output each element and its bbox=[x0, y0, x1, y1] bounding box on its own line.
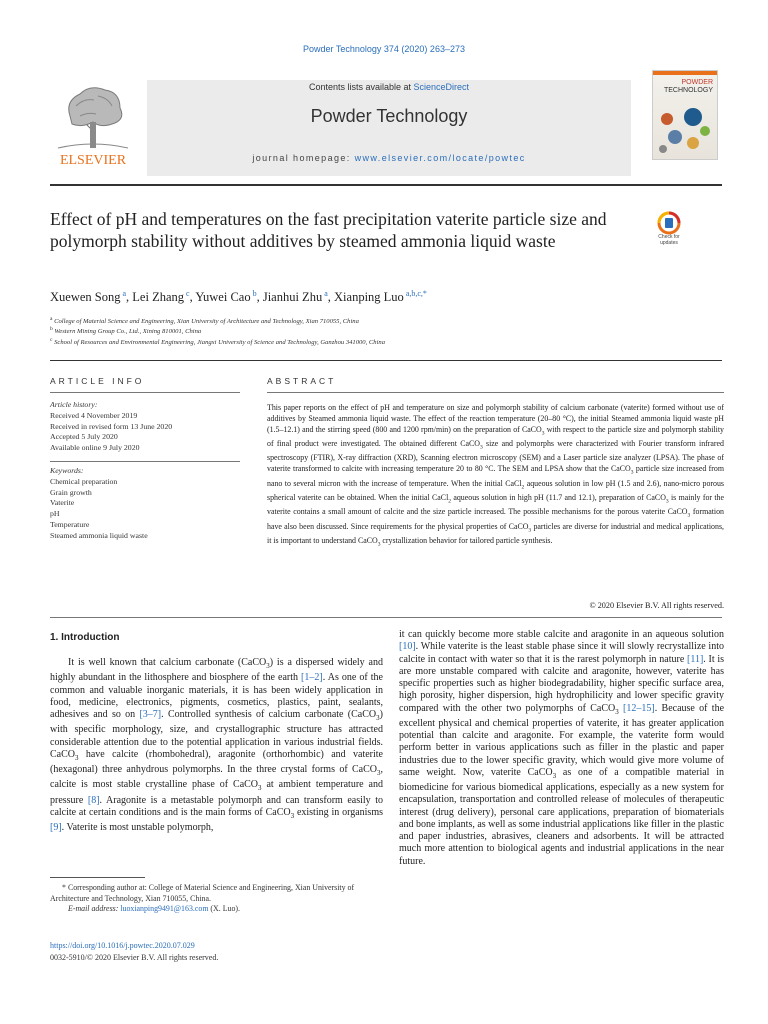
check-updates-icon bbox=[651, 211, 687, 235]
footnote-rule bbox=[50, 877, 145, 878]
keywords: Keywords: Chemical preparation Grain growth Vaterite pH Temperature Steamed ammonia liquid waste bbox=[50, 466, 240, 542]
keyword-item: Vaterite bbox=[50, 498, 75, 508]
citation-link[interactable]: [12–15] bbox=[623, 702, 655, 714]
subscript: 3 bbox=[376, 714, 380, 722]
subscript: 3 bbox=[290, 811, 295, 820]
text-run: , calcite is most stable crystalline phase of CaCO bbox=[50, 764, 383, 791]
subscript: 3 bbox=[528, 527, 532, 534]
subscript: 3 bbox=[541, 430, 545, 437]
citation-link[interactable]: [10] bbox=[399, 641, 416, 653]
affiliation-a: $^a$ College of Material Science and Engineering, Xian University of Architecture and Technology, Xian 710055, China bbox=[50, 316, 359, 326]
article-info-rule bbox=[50, 392, 240, 393]
subscript: 3 bbox=[479, 444, 483, 451]
text-run: ) is a dispersed widely and highly abundant in the lithosphere and biosphere of the earth bbox=[50, 657, 383, 684]
intro-right-column bbox=[399, 629, 724, 868]
subscript: 3 bbox=[377, 541, 381, 548]
keyword-item: Chemical preparation bbox=[50, 476, 118, 486]
keyword-item: Grain growth bbox=[50, 487, 92, 497]
author-name[interactable]: Jianhui Zhu bbox=[262, 290, 323, 305]
text-run: aqueous solution in low pH (1.5 and 2.6), nano-micro porous spherical vaterite can be obtained. When the initial CaCl bbox=[267, 478, 724, 502]
text-run: ) with specific morphology, size, and crystallographic structure has attracted considerable attention due to the potential application in various industrial fields. CaCO bbox=[50, 709, 383, 760]
history-item: Accepted 5 July 2020 bbox=[50, 432, 118, 442]
text-run: have calcite (rhombohedral), aragonite (orthorhombic) and vaterite (hexagonal) three anhydrous polymorphs. In the three crystal forms of CaCO bbox=[50, 748, 383, 775]
article-info-heading: ARTICLE INFO bbox=[50, 376, 145, 386]
text-run: It is well known that calcium carbonate (CaCO bbox=[68, 657, 267, 668]
article-history: Article history: Received 4 November 2019 Received in revised form 13 June 2020 Accepted 5 July 2020 Available online 9 July 2020 bbox=[50, 400, 240, 454]
author-affiliation-marker[interactable]: a bbox=[120, 289, 127, 298]
subscript: 3 bbox=[552, 771, 557, 780]
citation-link[interactable]: [11] bbox=[686, 653, 704, 665]
history-rule bbox=[50, 461, 240, 462]
text-run: with respect to the particle size and polymorph stability of final product were investigated. The obtained different CaCO bbox=[267, 424, 724, 448]
elsevier-tree-icon bbox=[50, 76, 136, 168]
subscript: 3 bbox=[258, 784, 262, 793]
journal-reference[interactable]: Powder Technology 374 (2020) 263–273 bbox=[303, 44, 465, 54]
author-name[interactable]: Xuewen Song bbox=[50, 290, 121, 305]
subscript: 3 bbox=[266, 662, 270, 670]
subscript: 2 bbox=[521, 484, 525, 491]
author-name[interactable]: Yuwei Cao bbox=[195, 290, 251, 305]
cover-art-icon bbox=[653, 71, 717, 159]
subscript: 3 bbox=[615, 707, 619, 716]
author-affiliation-marker[interactable]: c bbox=[184, 289, 190, 298]
keyword-item: pH bbox=[50, 509, 60, 519]
author-name[interactable]: Xianping Luo bbox=[334, 290, 404, 305]
citation-link[interactable]: [1–2] bbox=[301, 672, 323, 684]
email-link[interactable]: luoxianping9491@163.com bbox=[120, 904, 209, 914]
affiliation-c: $^c$ School of Resources and Environmental Engineering, Jiangxi University of Science and Technology, Ganzhou 341000, China bbox=[50, 337, 386, 347]
text-run: crystallization behavior for tailored particle synthesis. bbox=[380, 536, 553, 546]
affiliation-b: $^b$ Western Mining Group Co., Ltd., Xining 810001, China bbox=[50, 326, 202, 336]
text-run: . As one of the common and valuable inorganic materials, it is has been widely application in food, medicine, electronics, pigments, cosmetics, plastics, paint, sealants, adhesives and so on bbox=[50, 672, 383, 720]
text-run: is mainly for the vaterite contains a small amount of calcite and the size particle increased. The possible mechanisms for the porous vaterite CaCO bbox=[267, 492, 724, 517]
journal-title: Powder Technology bbox=[310, 106, 468, 126]
author-affiliation-marker[interactable]: a,b,c,* bbox=[403, 289, 427, 298]
subscript: 2 bbox=[448, 498, 452, 505]
article-title: Effect of pH and temperatures on the fast precipitation vaterite particle size and polymorph stability without additives by steamed ammonia liquid waste bbox=[50, 209, 607, 251]
text-run: size and polymorphs were characterized with Fourier transform infrared spectroscopy (FTIR), X-ray diffraction (XRD), Scanning electron microscopy (SEM) and a Laser particle size analyzer (LPSA). The phase of vaterite transformed to calcite with increasing temperature 20 to 80 °C. The SEM and LPSA show that the CaCO bbox=[267, 438, 724, 474]
abstract-text bbox=[267, 403, 724, 550]
keyword-item: Temperature bbox=[50, 519, 90, 529]
text-run: particles are diverse for industrial and medical applications, it is important to understand CaCO bbox=[267, 521, 724, 546]
text-run: formation have also been discussed. Since requirements for the physical properties of CaCO bbox=[267, 507, 724, 531]
text-run: This paper reports on the effect of pH and temperature on size and polymorph stability of calcium carbonate (vaterite) formed without use of additives by Steamed ammonia liquid waste. The effect of the reaction temperature (20–80 °C), the initial Steamed ammonia liquid waste pH (1.5–12.1) and the stirring speed (800 and 1200 rpm/min) on the preparation of CaCO bbox=[267, 403, 724, 434]
abstract-rule bbox=[267, 392, 724, 393]
doi-link[interactable]: https://doi.org/10.1016/j.powtec.2020.07.029 bbox=[50, 941, 195, 950]
subscript: 3 bbox=[75, 753, 79, 762]
citation-link[interactable]: [9] bbox=[50, 822, 62, 833]
abstract-end-rule bbox=[50, 617, 722, 618]
author-affiliation-marker[interactable]: b bbox=[250, 289, 257, 298]
check-for-updates-badge[interactable]: Check for updates bbox=[651, 211, 687, 247]
history-item: Received 4 November 2019 bbox=[50, 410, 138, 420]
author-name[interactable]: Lei Zhang bbox=[132, 290, 185, 305]
subscript: 3 bbox=[687, 512, 691, 519]
sciencedirect-link[interactable]: ScienceDirect bbox=[413, 82, 470, 92]
text-run: particle size increased from nano to several micron with the increase of temperature. When the initial CaCl bbox=[267, 464, 724, 488]
abstract-heading: ABSTRACT bbox=[267, 376, 337, 386]
contents-line: Contents lists available at ScienceDirect bbox=[308, 82, 470, 92]
text-run: aqueous solution in high pH (11.7 and 12.1), preparation of CaCO bbox=[451, 492, 666, 502]
abstract-copyright: © 2020 Elsevier B.V. All rights reserved. bbox=[589, 601, 724, 610]
cover-title: POWDER TECHNOLOGY bbox=[663, 79, 713, 94]
text-run: . Aragonite is a metastable polymorph and can transform easily to calcite at certain conditions and is the main forms of CaCO bbox=[50, 794, 383, 818]
text-run: at ambient temperature and pressure bbox=[50, 779, 383, 806]
text-run: as one of a compatible material in biomedicine for various biomedical applications, especially as a new system for encapsulation, transportation and controlled release of molecules of therapeutic interest (drug delivery), personal care applications, preparation of biomaterials and bone implants, as well as some industrial applications like filler in the plastic and paper industries, abrasives, cleaners and adsorbents. It will be attracted much more attention to biological agents and industrial applications in the near future. bbox=[399, 766, 724, 867]
text-run: it can quickly become more stable calcite and aragonite in an aqueous solution bbox=[399, 629, 724, 640]
text-run: . Because of the excellent physical and chemical properties of vaterite, it has greater application potential than calcite and aragonite. For example, the vaterite form would perform better in various applications such as filler in the plastic and paper industries due to the lower specific gravity, which would give more volume of same weight. Now, vaterite CaCO bbox=[399, 702, 725, 778]
text-run: . It is are more unstable compared with calcite and aragonite, however, vaterite has specific properties such as higher biodegradability, higher specific surface area, high porosity, higher dispersion, high hydrophilicity and lower specific gravity compared with the other two polymorphs of CaCO bbox=[399, 653, 724, 714]
citation-link[interactable]: [8] bbox=[87, 794, 100, 806]
keyword-item: Steamed ammonia liquid waste bbox=[50, 530, 148, 540]
history-item: Available online 9 July 2020 bbox=[50, 443, 140, 453]
subscript: 3 bbox=[377, 769, 381, 777]
author-list: Xuewen Song $^a$, Lei Zhang $^c$, Yuwei Cao $^b$, Jianhui Zhu $^a$, Xianping Luo $^{a,b,c,*}$ bbox=[50, 289, 427, 305]
header-rule bbox=[50, 184, 722, 186]
journal-cover bbox=[652, 70, 718, 160]
text-run: . Controlled synthesis of calcium carbonate (CaCO bbox=[161, 709, 377, 720]
text-run: . Vaterite is most unstable polymorph, bbox=[61, 822, 214, 833]
issn-line: 0032-5910/© 2020 Elsevier B.V. All rights reserved. bbox=[50, 952, 219, 962]
elsevier-logo bbox=[50, 76, 136, 168]
journal-homepage: journal homepage: www.elsevier.com/locate/powtec bbox=[252, 153, 526, 163]
text-run: existing in organisms bbox=[294, 806, 383, 818]
subscript: 3 bbox=[630, 469, 634, 476]
doi-block bbox=[50, 940, 218, 963]
subscript: 3 bbox=[665, 498, 669, 505]
intro-left-column bbox=[50, 657, 383, 834]
history-item: Received in revised form 13 June 2020 bbox=[50, 421, 173, 431]
publisher-name: ELSEVIER bbox=[59, 153, 127, 168]
author-affiliation-marker[interactable]: a bbox=[322, 289, 328, 298]
homepage-link[interactable]: www.elsevier.com/locate/powtec bbox=[354, 153, 526, 163]
introduction-heading: 1. Introduction bbox=[50, 632, 120, 643]
affiliation-rule bbox=[50, 360, 722, 361]
citation-link[interactable]: [3–7] bbox=[139, 709, 162, 720]
corresponding-author-footnote: * Corresponding author at: College of Material Science and Engineering, Xian University of Architecture and Technology, Xian 710055, China. E-mail address: luoxianping9491@163.com (X. Luo). bbox=[50, 883, 355, 914]
text-run: . While vaterite is the least stable phase since it will slowly recrystallize into calcite in contact with water so that it is the rarest polymorph in nature bbox=[399, 641, 724, 665]
